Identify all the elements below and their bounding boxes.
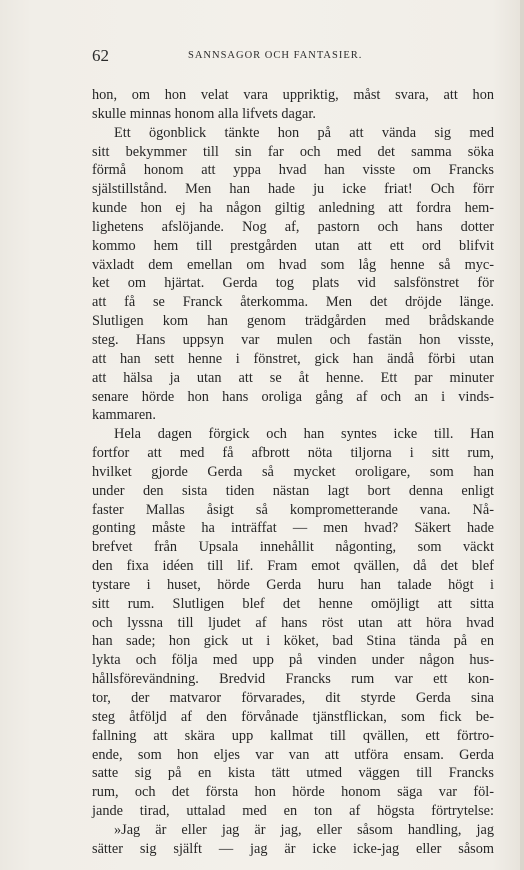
text-line: senare hörde hon hans oroliga gång af och an i vinds- [92,388,494,405]
page-number: 62 [92,46,109,65]
text-line: lighetens afslöjande. Nog af, pastorn och hans dotter [92,218,494,235]
text-line: fallning att skära upp kallmat till qvällen, ett förtro- [92,727,494,744]
text-line: steg åtföljd af den förvånade tjänstflickan, som fick be- [92,708,494,725]
page-edge [520,0,524,870]
text-line: sitt bekymmer till sin far och med det samma söka [92,143,494,160]
text-line: och lyssna till ljudet af hans röst utan att höra hvad [92,614,494,631]
text-line: brefvet från Upsala innehållit någonting, som väckt [92,539,494,556]
text-line: lykta och följa med upp på vinden under någon hus- [92,652,494,669]
text-line: faster Mallas åsigt så komprometterande vana. Nå- [92,501,494,518]
text-line: Hela dagen förgick och han syntes icke till. Han [114,426,494,443]
text-line: kammaren. [92,407,156,424]
text-line: att hälsa ja utan att se åt henne. Ett par minuter [92,369,494,386]
text-line: jande tirad, uttalad med en ton af högsta förtrytelse: [92,803,494,820]
text-line: hvilket gjorde Gerda så mycket oroligare, som han [92,463,494,480]
text-line: tystare i huset, hörde Gerda huru han talade högt i [92,576,494,593]
text-line: sätter sig själft — jag är icke icke-jag eller såsom [92,840,494,857]
text-line: Ett ögonblick tänkte hon på att vända sig med [114,124,494,141]
text-line: gonting måste ha inträffat — men hvad? Säkert hade [92,520,494,537]
text-line: fortfor att med få afbrott nöta tiljorna i sitt rum, [92,445,494,462]
text-line: förmå honom att yppa hvad han visste om Francks [92,162,494,179]
text-line: satte sig på en kista tätt utmed väggen till Francks [92,765,494,782]
text-line: ket om hjärtat. Gerda tog plats vid salsfönstret för [92,275,494,292]
text-line: han sade; hon gick ut i köket, bad Stina tända på en [92,633,494,650]
text-line: ende, som hon eljes var van att utföra ensam. Gerda [92,746,494,763]
text-line: hållsförevändning. Bredvid Francks rum var ett kon- [92,671,494,688]
text-line: den fixa idéen till lif. Fram emot qvällen, då det blef [92,558,494,575]
text-line: steg. Hans uppsyn var mulen och fastän hon visste, [92,331,494,348]
text-line: »Jag är eller jag är jag, eller såsom handling, jag [114,821,494,838]
text-line: själstillstånd. Men han hade ju icke friat! Och förr [92,181,494,198]
text-line: sitt rum. Slutligen blef det henne omöjligt att sitta [92,595,494,612]
text-line: kunde hon ej ha någon giltig anledning att fordra hem- [92,200,494,217]
text-line: att han sett henne i fönstret, gick han ändå förbi utan [92,350,494,367]
running-title: SANNSAGOR OCH FANTASIER. [188,50,363,61]
text-line: skulle minnas honom alla lifvets dagar. [92,105,316,122]
text-line: rum, och det första hon hörde honom säga var föl- [92,784,494,801]
text-line: under den sista tiden nästan lagt bort denna enligt [92,482,494,499]
text-line: hon, om hon velat vara uppriktig, måst svara, att hon [92,87,494,103]
text-line: Slutligen kom han genom trädgården med brådskande [92,313,494,330]
body-text [92,86,494,859]
text-line: tor, der matvaror förvarades, dit styrde Gerda sina [92,690,494,706]
page-header [92,44,494,66]
text-line: att få se Franck återkomma. Men det dröjde länge. [92,294,494,311]
text-line: växladt dem emellan om hvad som låg henne så myc- [92,256,494,273]
text-line: kommo hem till prestgården utan att ett ord blifvit [92,237,494,254]
